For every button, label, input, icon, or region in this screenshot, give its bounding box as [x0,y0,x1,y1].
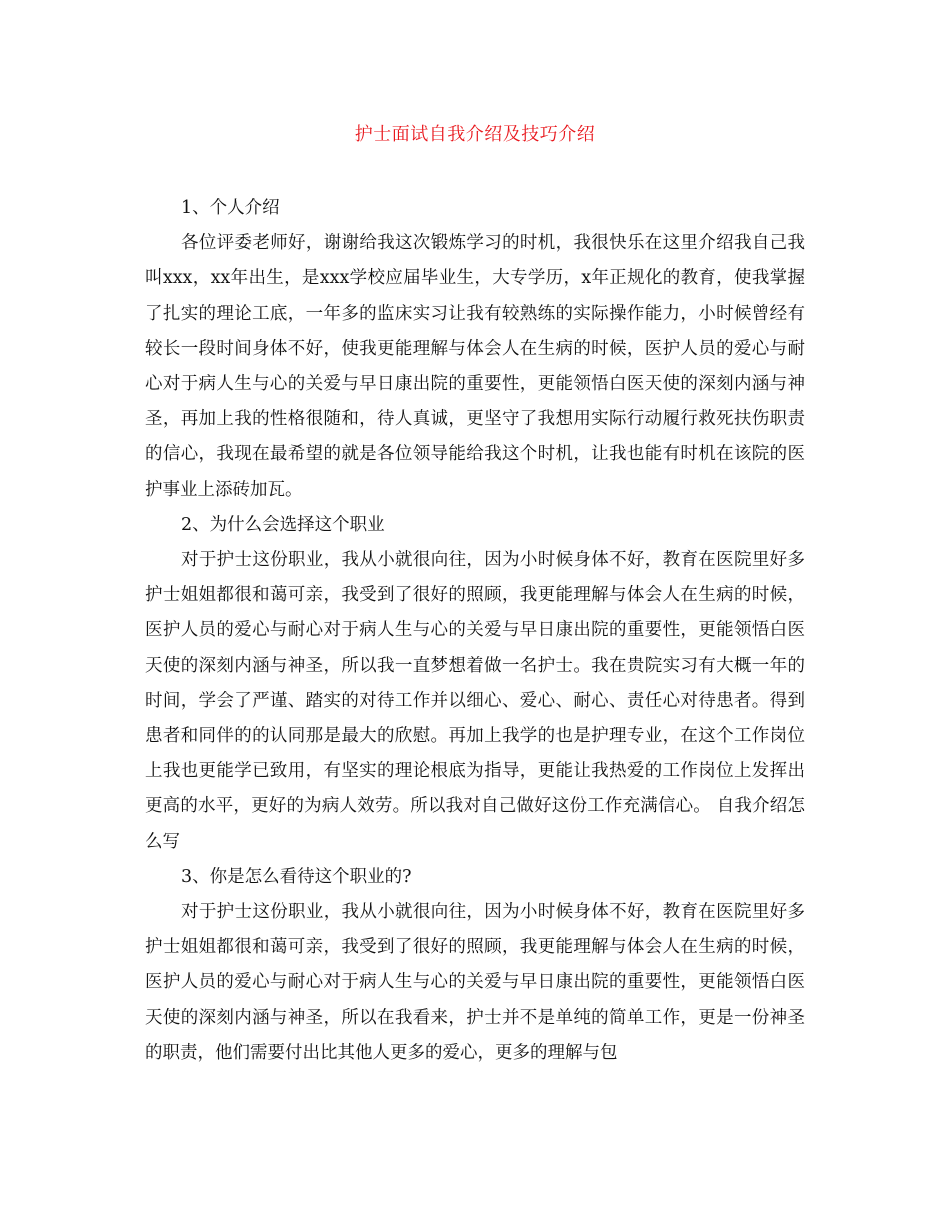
section-heading-2: 2、为什么会选择这个职业 [181,514,385,535]
section-paragraph-1: 各位评委老师好，谢谢给我这次锻炼学习的时机，我很快乐在这里介绍我自己我叫xxx，xx年出生，是xxx学校应届毕业生，大专学历，x年正规化的教育，使我掌握了扎实的理论工底，一年多的监床实习让我有较熟练的实际操作能力，小时候曾经有较长一段时间身体不好，使我更能理解与体会人在生病的时候，医护人员的爱心与耐心对于病人生与心的关爱与早日康出院的重要性，更能领悟白医天使的深刻内涵与神圣，再加上我的性格很随和，待人真诚，更坚守了我想用实际行动履行救死扶伤职责的信心，我现在最希望的就是各位领导能给我这个时机，让我也能有时机在该院的医护事业上添砖加瓦。 [145,233,805,500]
document-title: 护士面试自我介绍及技巧介绍 [354,124,596,145]
section-paragraph-3: 对于护士这份职业，我从小就很向往，因为小时候身体不好，教育在医院里好多护士姐姐都很和蔼可亲，我受到了很好的照顾，我更能理解与体会人在生病的时候，医护人员的爱心与耐心对于病人生与心的关爱与早日康出院的重要性，更能领悟白医天使的深刻内涵与神圣，所以在我看来，护士并不是单纯的简单工作，更是一份神圣的职责，他们需要付出比其他人更多的爱心，更多的理解与包 [145,902,805,1063]
section-heading-1: 1、个人介绍 [181,198,280,218]
section-paragraph-2: 对于护士这份职业，我从小就很向往，因为小时候身体不好，教育在医院里好多护士姐姐都很和蔼可亲，我受到了很好的照顾，我更能理解与体会人在生病的时候，医护人员的爱心与耐心对于病人生与心的关爱与早日康出院的重要性，更能领悟白医天使的深刻内涵与神圣，所以我一直梦想着做一名护士。我在贵院实习有大概一年的时间，学会了严谨、踏实的对待工作并以细心、爱心、耐心、责任心对待患者。得到患者和同伴的的认同那是最大的欣慰。再加上我学的也是护理专业，在这个工作岗位上我也更能学已致用，有坚实的理论根底为指导，更能让我热爱的工作岗位上发挥出更高的水平，更好的为病人效劳。所以我对自己做好这份工作充满信心。 自我介绍怎么写 [145,550,805,852]
document-body [145,191,805,1071]
section-heading-3: 3、你是怎么看待这个职业的? [181,866,412,887]
